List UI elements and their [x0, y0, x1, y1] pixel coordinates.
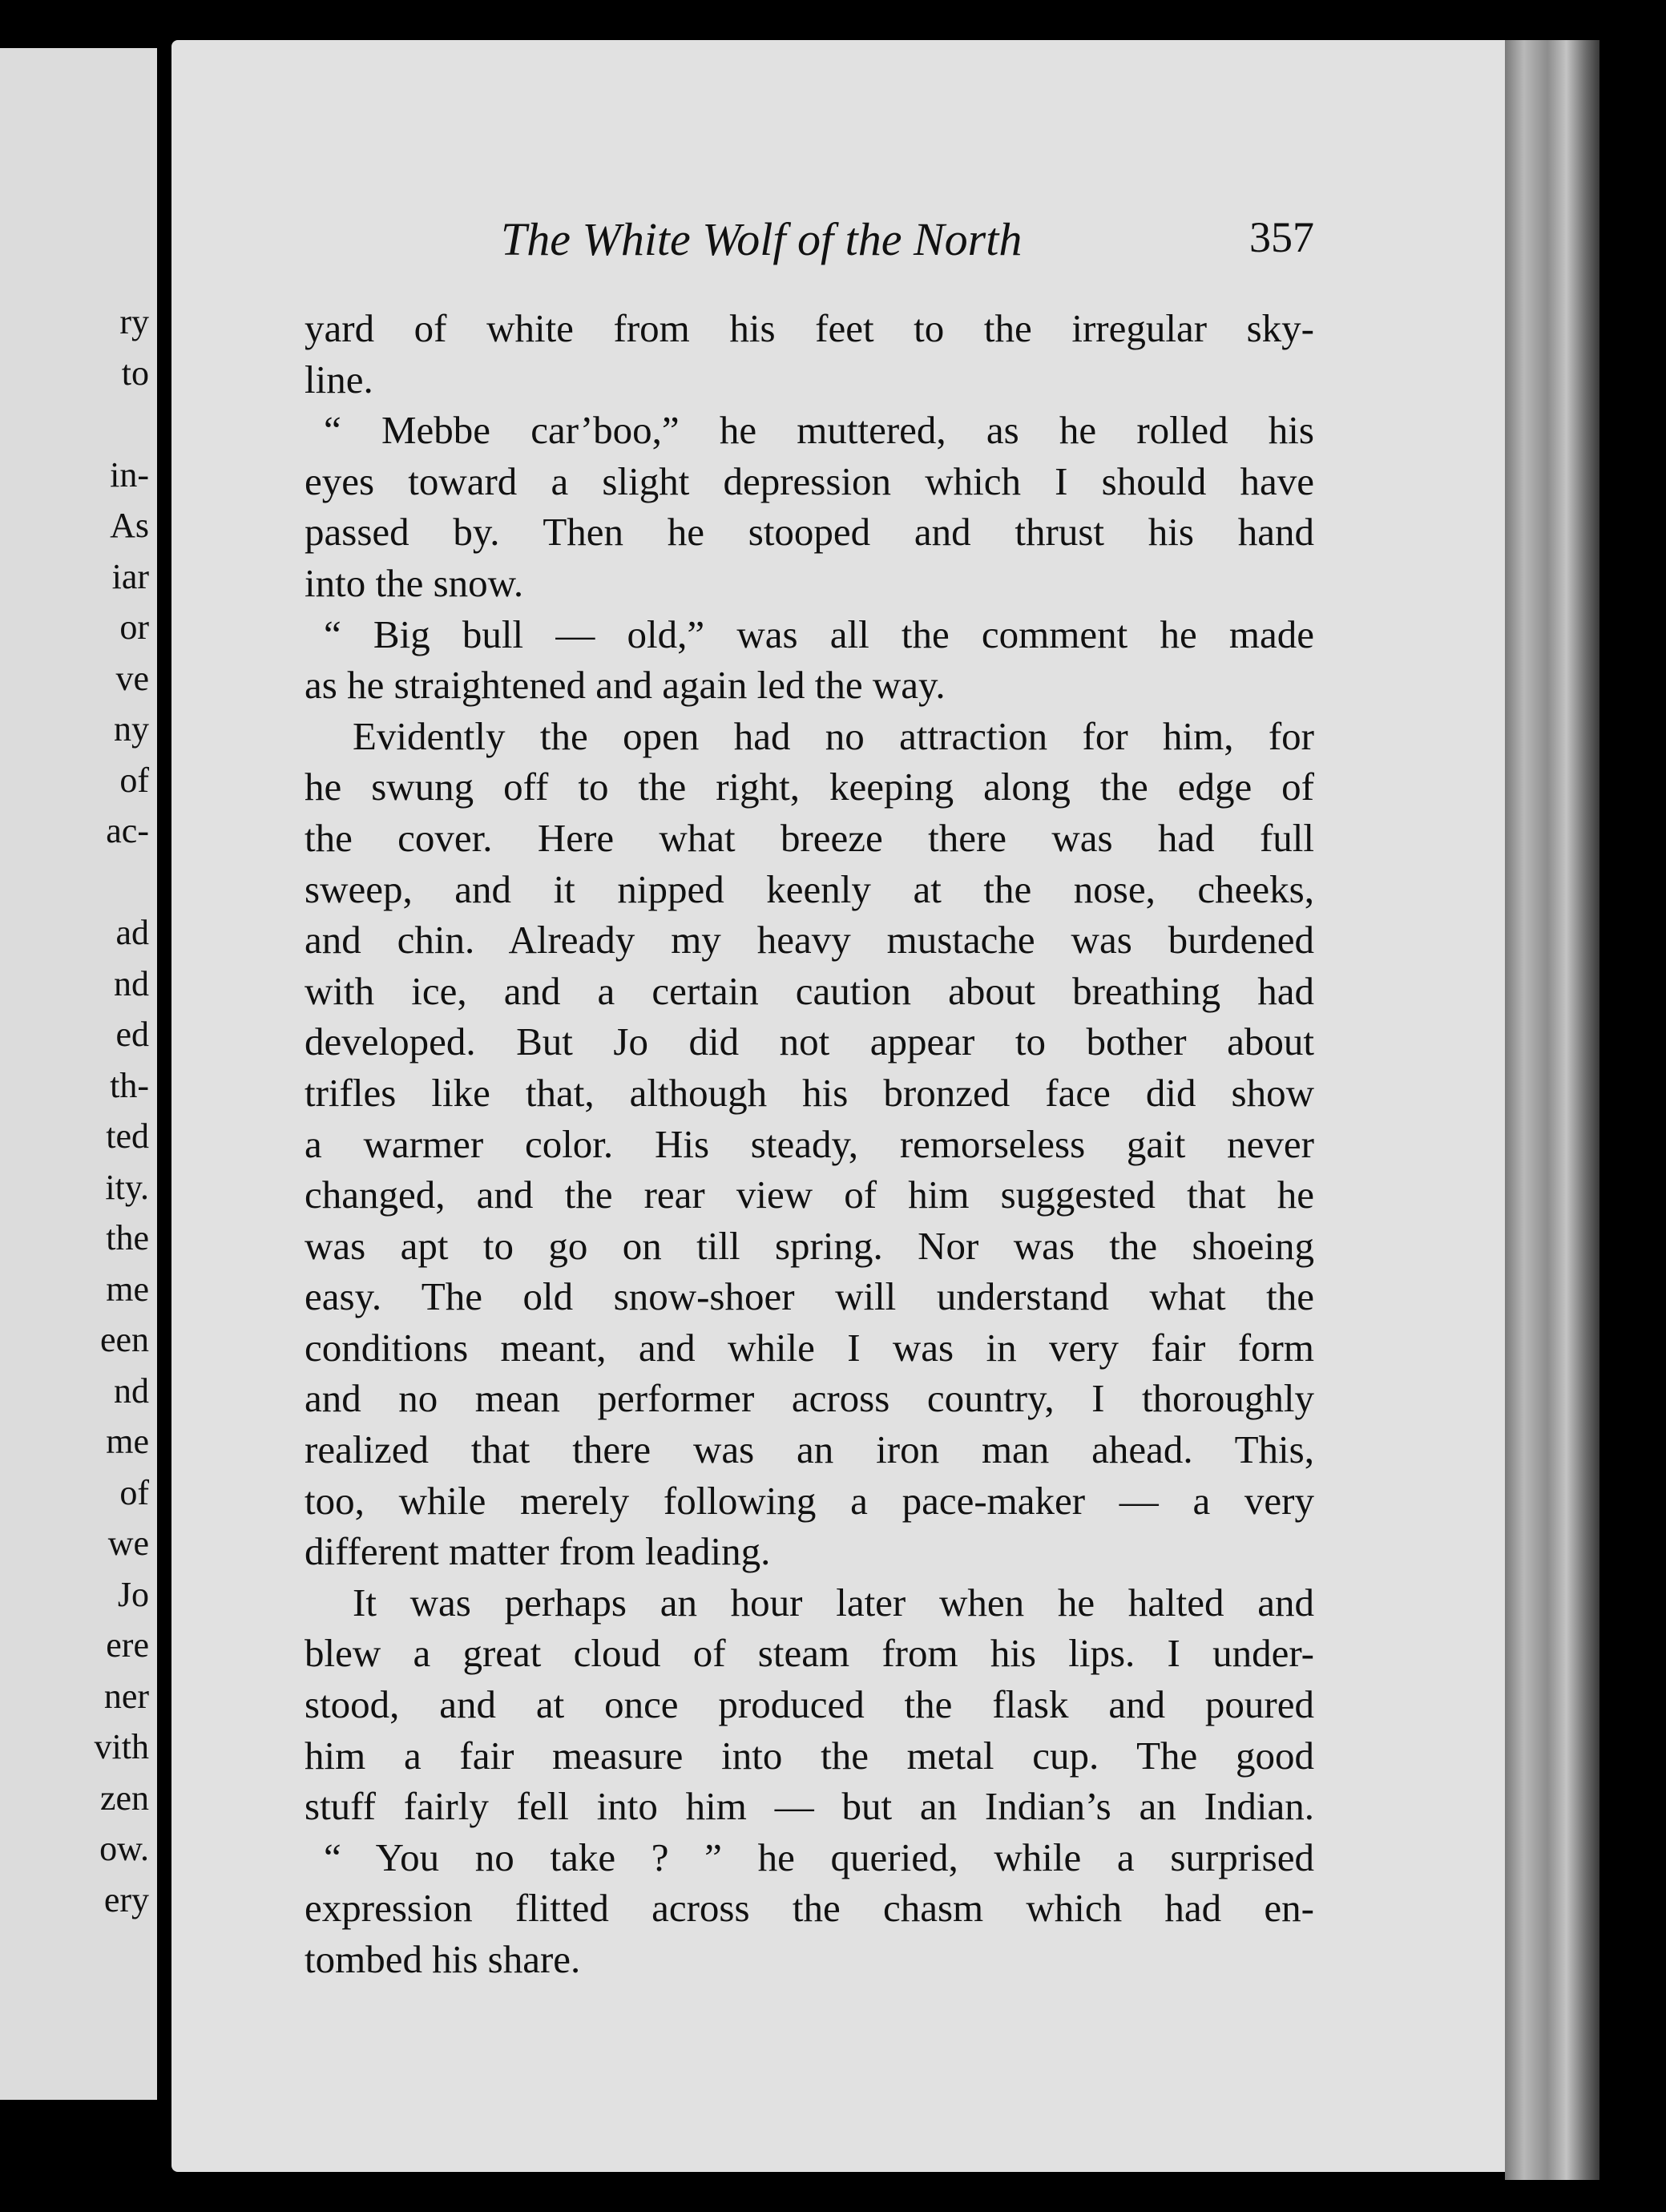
text-line: different matter from leading.: [305, 1529, 771, 1574]
fragment-line: ted: [106, 1116, 149, 1156]
text-line: tombed his share.: [305, 1937, 581, 1981]
text-line: him a fair measure into the metal cup. The good: [305, 1733, 1314, 1778]
text-line: expression flitted across the chasm which had en-: [305, 1886, 1314, 1931]
text-line: easy. The old snow-shoer will understand what the: [305, 1274, 1314, 1319]
facing-page-fragment: [0, 48, 157, 2100]
text-line: and no mean performer across country, I thoroughly: [305, 1376, 1314, 1421]
fragment-line: in-: [110, 454, 149, 494]
fragment-line: vith: [94, 1727, 149, 1766]
fragment-line: ere: [106, 1625, 149, 1665]
text-line: eyes toward a slight depression which I should have: [305, 458, 1314, 503]
text-line: the cover. Here what breeze there was had full: [305, 815, 1314, 860]
fragment-line: ery: [103, 1879, 149, 1919]
fragment-line: ity.: [105, 1167, 149, 1207]
text-line: blew a great cloud of steam from his lips. I under-: [305, 1631, 1314, 1676]
text-line: a warmer color. His steady, remorseless gait never: [305, 1121, 1314, 1166]
fragment-line: th-: [110, 1065, 149, 1105]
fragment-line: of: [119, 1472, 149, 1512]
text-line: was apt to go on till spring. Nor was the shoeing: [305, 1223, 1314, 1268]
fragment-line: [5, 398, 149, 450]
text-line: yard of white from his feet to the irregular sky-: [305, 306, 1314, 350]
fragment-line: the: [106, 1218, 149, 1257]
text-line: into the snow.: [305, 560, 524, 605]
facing-page-line-endings: [5, 297, 149, 1925]
fragment-line: ry: [119, 302, 149, 341]
running-head-title: The White Wolf of the North: [501, 213, 1023, 265]
text-line: “ You no take ? ” he queried, while a surprised: [324, 1835, 1314, 1879]
text-line: conditions meant, and while I was in very fair form: [305, 1325, 1314, 1370]
text-line: stood, and at once produced the flask and poured: [305, 1682, 1314, 1727]
text-line: and chin. Already my heavy mustache was burdened: [305, 918, 1314, 963]
fragment-line: zen: [99, 1778, 149, 1818]
text-line: developed. But Jo did not appear to bother about: [305, 1019, 1314, 1064]
text-line: “ Big bull — old,” was all the comment he made: [324, 612, 1314, 656]
text-line: passed by. Then he stooped and thrust his hand: [305, 510, 1314, 555]
text-line: changed, and the rear view of him suggested that he: [305, 1173, 1314, 1217]
text-line: Evidently the open had no attraction for him, for: [353, 713, 1314, 758]
fragment-line: nd: [114, 963, 149, 1003]
text-line: sweep, and it nipped keenly at the nose, cheeks,: [305, 866, 1314, 911]
fragment-line: ow.: [99, 1829, 149, 1868]
text-line: with ice, and a certain caution about breathing had: [305, 968, 1314, 1013]
text-line: he swung off to the right, keeping along the edge of: [305, 765, 1314, 809]
fragment-line: to: [121, 353, 149, 393]
text-line: realized that there was an iron man ahead. This,: [305, 1427, 1314, 1472]
page-number: 357: [1249, 213, 1314, 261]
text-line: “ Mebbe car’boo,” he muttered, as he rolled his: [324, 408, 1314, 453]
fragment-line: As: [110, 506, 149, 545]
text-line: line.: [305, 357, 373, 402]
fragment-line: ad: [115, 913, 149, 952]
text-line: trifles like that, although his bronzed face did show: [305, 1070, 1314, 1115]
text-line: as he straightened and again led the way.: [305, 663, 946, 708]
fragment-line: Jo: [117, 1574, 149, 1614]
fragment-line: een: [99, 1320, 149, 1359]
fragment-line: ve: [115, 658, 149, 698]
fragment-line: ed: [115, 1015, 149, 1054]
text-line: too, while merely following a pace-maker — a very: [305, 1478, 1314, 1523]
fragment-line: me: [106, 1422, 149, 1461]
fragment-line: iar: [111, 556, 149, 596]
fragment-line: of: [119, 760, 149, 800]
text-line: stuff fairly fell into him — but an Indian’s an Indian.: [305, 1784, 1314, 1829]
fragment-line: or: [119, 607, 149, 647]
fragment-line: nd: [114, 1370, 149, 1411]
fragment-line: [5, 857, 149, 908]
text-line: It was perhaps an hour later when he halted and: [353, 1580, 1314, 1625]
fragment-line: ner: [103, 1676, 149, 1716]
book-page-edge: [1505, 40, 1599, 2180]
fragment-line: we: [107, 1524, 149, 1563]
fragment-line: ny: [114, 709, 149, 749]
fragment-line: me: [106, 1269, 149, 1309]
body-text: [305, 303, 1314, 1985]
running-head: [305, 212, 1314, 276]
fragment-line: ac-: [106, 811, 149, 850]
